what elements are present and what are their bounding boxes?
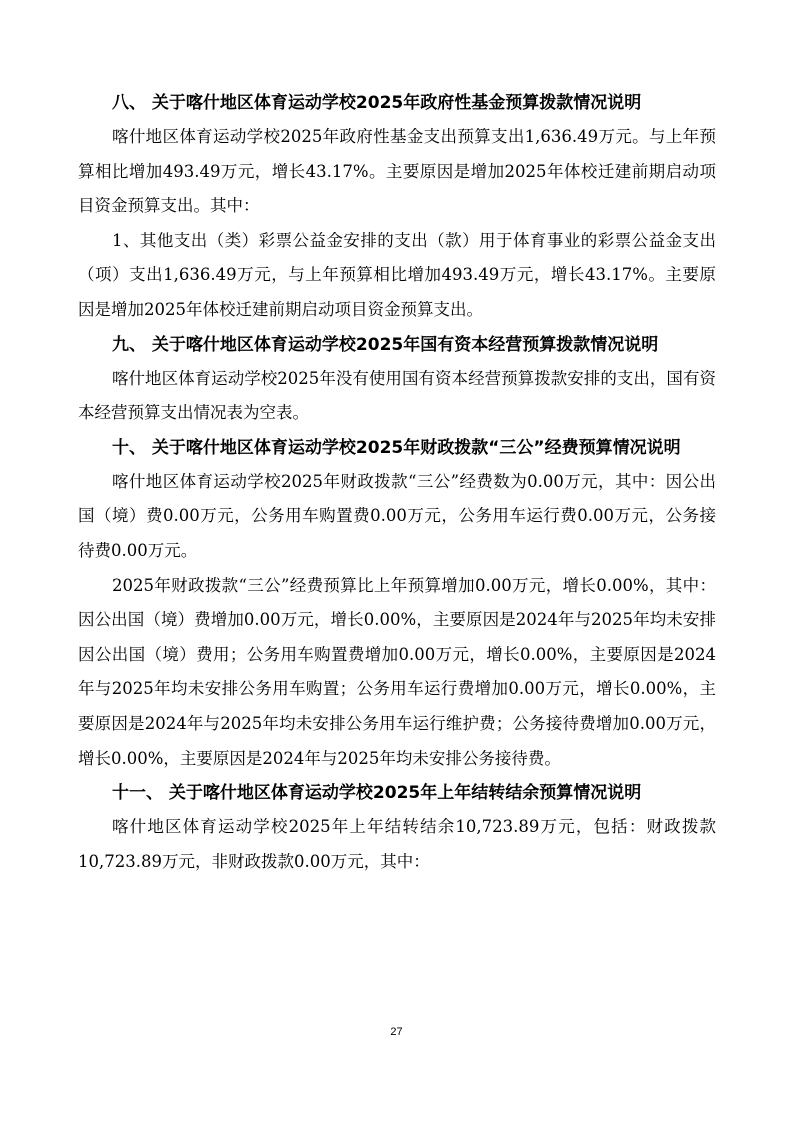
page-number: 27: [390, 1026, 403, 1038]
section-10-paragraph-1: 喀什地区体育运动学校2025年财政拨款“三公”经费数为0.00万元，其中：因公出国（境）费0.00万元，公务用车购置费0.00万元，公务用车运行费0.00万元，公务接待费0.00万元。: [78, 471, 716, 560]
section-11-paragraph-1: 喀什地区体育运动学校2025年上年结转结余10,723.89万元，包括：财政拨款10,723.89万元，非财政拨款0.00万元，其中：: [78, 817, 716, 871]
section-heading-9: 九、 关于喀什地区体育运动学校2025年国有资本经营预算拨款情况说明: [112, 334, 659, 355]
section-heading-11: 十一、 关于喀什地区体育运动学校2025年上年结转结余预算情况说明: [112, 783, 642, 804]
section-9-paragraph-1: 喀什地区体育运动学校2025年没有使用国有资本经营预算拨款安排的支出，国有资本经营预算支出情况表为空表。: [78, 368, 716, 423]
document-body: [78, 86, 716, 879]
section-heading-10: 十、 关于喀什地区体育运动学校2025年财政拨款“三公”经费预算情况说明: [112, 437, 681, 458]
section-10-paragraph-2: 2025年财政拨款“三公”经费预算比上年预算增加0.00万元，增长0.00%，其中：因公出国（境）费增加0.00万元，增长0.00%，主要原因是2024年与2025年均未安排因公出国（境）费用；公务用车购置费增加0.00万元，增长0.00%，主要原因是2024年与2025年均未安排公务用车购置；公务用车运行费增加0.00万元，增长0.00%，主要原因是2024年与2025年均未安排公务用车运行维护费；公务接待费增加0.00万元，增长0.00%，主要原因是2024年与2025年均未安排公务接待费。: [78, 575, 716, 768]
section-heading-8: 八、 关于喀什地区体育运动学校2025年政府性基金预算拨款情况说明: [112, 93, 642, 113]
section-8-paragraph-1: 喀什地区体育运动学校2025年政府性基金支出预算支出1,636.49万元。与上年预算相比增加493.49万元，增长43.17%。主要原因是增加2025年体校迁建前期启动项目资金预算支出。其中：: [78, 127, 716, 216]
section-8-paragraph-2: 1、其他支出（类）彩票公益金安排的支出（款）用于体育事业的彩票公益金支出（项）支出1,636.49万元，与上年预算相比增加493.49万元，增长43.17%。主要原因是增加2025年体校迁建前期启动项目资金预算支出。: [78, 230, 716, 319]
